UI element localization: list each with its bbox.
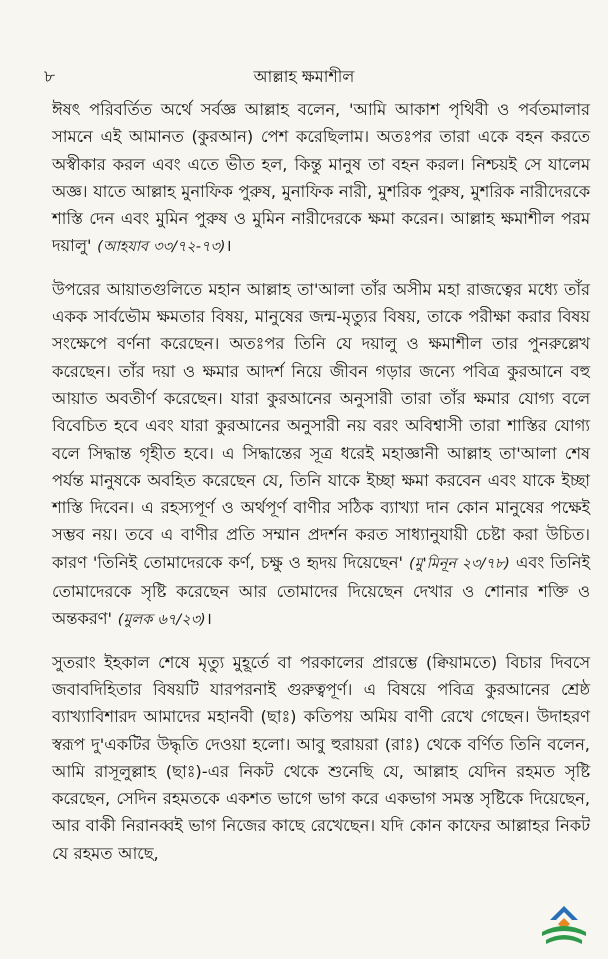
paragraph-3 [52, 649, 590, 867]
quran-reference: (মু'মিনূন ২৩/৭৮) [408, 555, 510, 572]
paragraph-1-text: ঈষৎ পরিবর্তিত অর্থে সর্বজ্ঞ আল্লাহ বলেন, 'আমি আকাশ পৃথিবী ও পর্বতমালার সামনে এই আমানত (কুরআন) পেশ করেছিলাম। অতঃপর তারা একে বহন করতে অস্বীকার করল এবং এতে ভীত হল, কিন্তু মানুষ তা বহন করল। নিশ্চয়ই সে যালেম অজ্ঞ। যাতে আল্লাহ মুনাফিক পুরুষ, মুনাফিক নারী, মুশরিক পুরুষ, মুশরিক নারীদেরকে শাস্তি দেন এবং মুমিন পুরুষ ও মুমিন নারীদেরকে ক্ষমা করেন। আল্লাহ ক্ষমাশীল পরম দয়ালু' [52, 100, 590, 256]
paragraph-1 [52, 96, 590, 262]
running-head-title: আল্লাহ ক্ষমাশীল [253, 67, 355, 86]
paragraph-3-text: সুতরাং ইহকাল শেষে মৃত্যু মুহূর্তে বা পরকালের প্রারম্ভে (ক্বিয়ামতে) বিচার দিবসে জবাবদিহিতার বিষয়টি যারপরনাই গুরুত্বপূর্ণ। এ বিষয়ে পবিত্র কুরআনের শ্রেষ্ঠ ব্যাখ্যাবিশারদ আমাদের মহানবী (ছাঃ) কতিপয় অমিয় বাণী রেখে গেছেন। উদাহরণ স্বরূপ দু'একটির উদ্ধৃতি দেওয়া হলো। আবু হুরায়রা (রাঃ) থেকে বর্ণিত তিনি বলেন, আমি রাসূলুল্লাহ (ছাঃ)-এর নিকট থেকে শুনেছি যে, আল্লাহ যেদিন রহমত সৃষ্টি করেছেন, সেদিন রহমতকে একশত ভাগে ভাগ করে একভাগ সমস্ত সৃষ্টিকে দিয়েছেন, আর বাকী নিরানব্বই ভাগ নিজের কাছে রেখেছেন। যদি কোন কাফের আল্লাহর নিকট যে রহমত আছে, [52, 652, 590, 863]
paragraph-2-tail: । [205, 609, 212, 629]
paragraph-1-tail: । [225, 236, 232, 256]
page-number: ৮ [44, 67, 56, 87]
body-text [52, 96, 590, 881]
paragraph-2-text-continued: এবং তিনিই তোমাদেরকে সৃষ্টি করেছেন আর তোমাদের দিয়েছেন দেখার ও শোনার শক্তি ও অন্তকরণ' [52, 552, 590, 629]
publisher-logo-icon [538, 902, 590, 950]
quran-reference: (মুলক ৬৭/২৩) [117, 612, 206, 629]
paragraph-2 [52, 276, 590, 635]
paragraph-2-text: উপরের আয়াতগুলিতে মহান আল্লাহ তা'আলা তাঁর অসীম মহা রাজত্বের মধ্যে তাঁর একক সার্বভৌম ক্ষমতার বিষয়, মানুষের জন্ম-মৃত্যুর বিষয়, তাকে পরীক্ষা করার বিষয় সংক্ষেপে বর্ণনা করেছেন। অতঃপর তিনি যে দয়ালু ও ক্ষমাশীল তার পুনরুল্লেখ করেছেন। তাঁর দয়া ও ক্ষমার আদর্শ নিয়ে জীবন গড়ার জন্যে পবিত্র কুরআনে বহু আয়াত অবতীর্ণ করেছেন। যারা কুরআনের অনুসারী তারা তাঁর ক্ষমার যোগ্য বলে বিবেচিত হবে এবং যারা কুরআনের অনুসারী নয় বরং অবিশ্বাসী তারা শাস্তির যোগ্য বলে সিদ্ধান্ত গৃহীত হবে। এ সিদ্ধান্তের সূত্র ধরেই মহাজ্ঞানী আল্লাহ তা'আলা শেষ পর্যন্ত মানুষকে অবহিত করেছেন যে, তিনি যাকে ইচ্ছা ক্ষমা করবেন এবং যাকে ইচ্ছা শাস্তি দিবেন। এ রহস্যপূর্ণ ও অর্থপূর্ণ বাণীর সঠিক ব্যাখ্যা দান কোন মানুষের পক্ষেই সম্ভব নয়। তবে এ বাণীর প্রতি সম্মান প্রদর্শন করত সাধ্যানুযায়ী চেষ্টা করা উচিত। কারণ 'তিনিই তোমাদেরকে কর্ণ, চক্ষু ও হৃদয় দিয়েছেন' [52, 279, 590, 572]
quran-reference: (আহযাব ৩৩/৭২-৭৩) [97, 239, 226, 256]
